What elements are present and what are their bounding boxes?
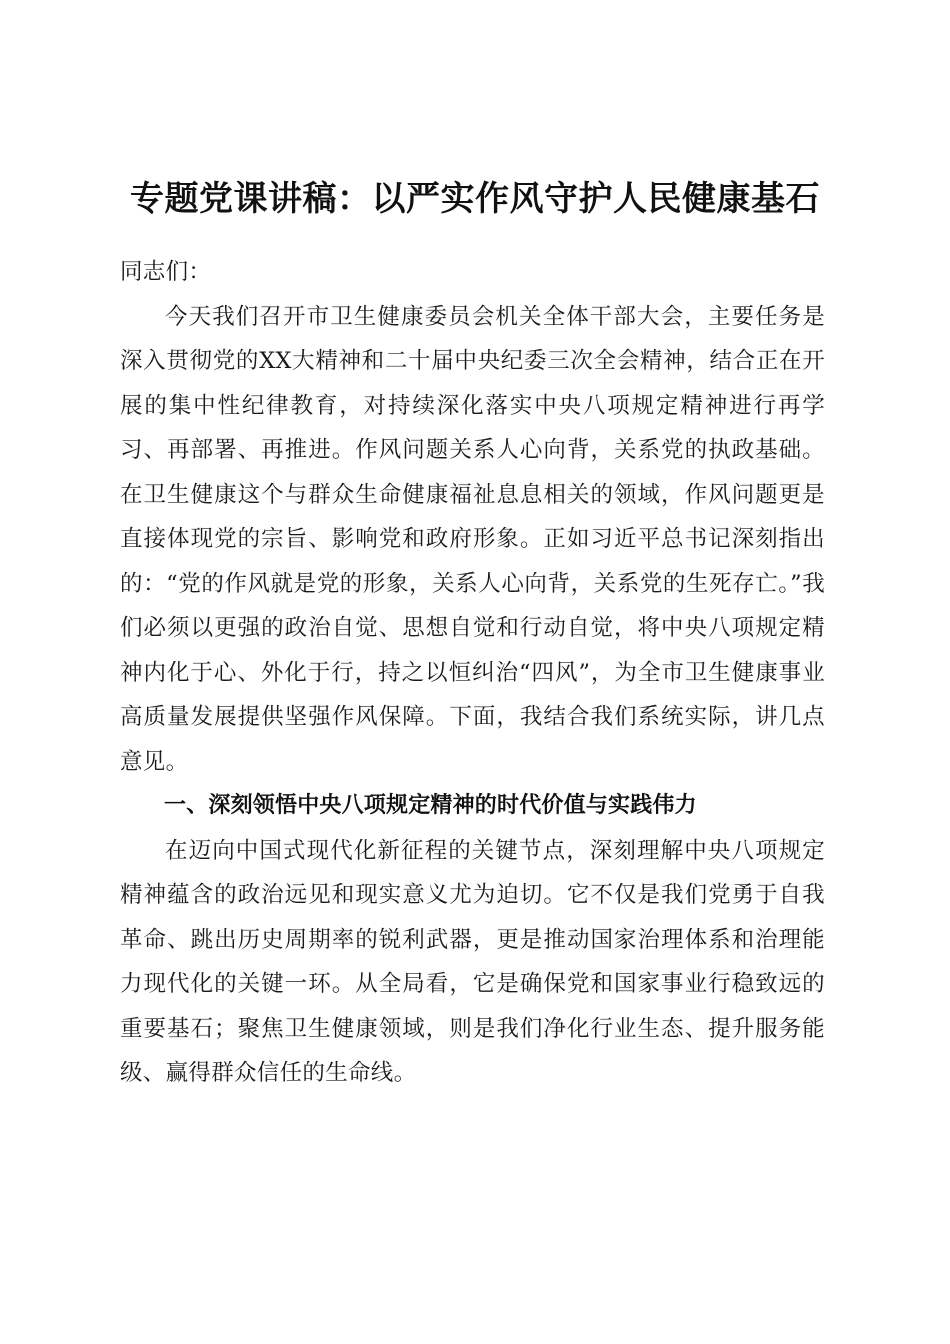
document-title: 专题党课讲稿：以严实作风守护人民健康基石: [130, 179, 820, 219]
section-heading-1: 一、深刻领悟中央八项规定精神的时代价值与实践伟力: [164, 793, 697, 818]
paragraph-intro: 今天我们召开市卫生健康委员会机关全体干部大会，主要任务是深入贯彻党的XX大精神和二十届中央纪委三次全会精神，结合正在开展的集中性纪律教育，对持续深化落实中央八项规定精神进行再学习、再部署、再推进。作风问题关系人心向背，关系党的执政基础。在卫生健康这个与群众生命健康福祉息息相关的领域，作风问题更是直接体现党的宗旨、影响党和政府形象。正如习近平总书记深刻指出的：“党的作风就是党的形象，关系人心向背，关系党的生死存亡。”我们必须以更强的政治自觉、思想自觉和行动自觉，将中央八项规定精神内化于心、外化于行，持之以恒纠治“四风”，为全市卫生健康事业高质量发展提供坚强作风保障。下面，我结合我们系统实际，讲几点意见。: [120, 303, 825, 775]
paragraph-section-1: 在迈向中国式现代化新征程的关键节点，深刻理解中央八项规定精神蕴含的政治远见和现实意义尤为迫切。它不仅是我们党勇于自我革命、跳出历史周期率的锐利武器，更是推动国家治理体系和治理能力现代化的关键一环。从全局看，它是确保党和国家事业行稳致远的重要基石；聚焦卫生健康领域，则是我们净化行业生态、提升服务能级、赢得群众信任的生命线。: [120, 837, 825, 1086]
document-body: [120, 250, 825, 1096]
salutation: 同志们：: [120, 259, 212, 285]
